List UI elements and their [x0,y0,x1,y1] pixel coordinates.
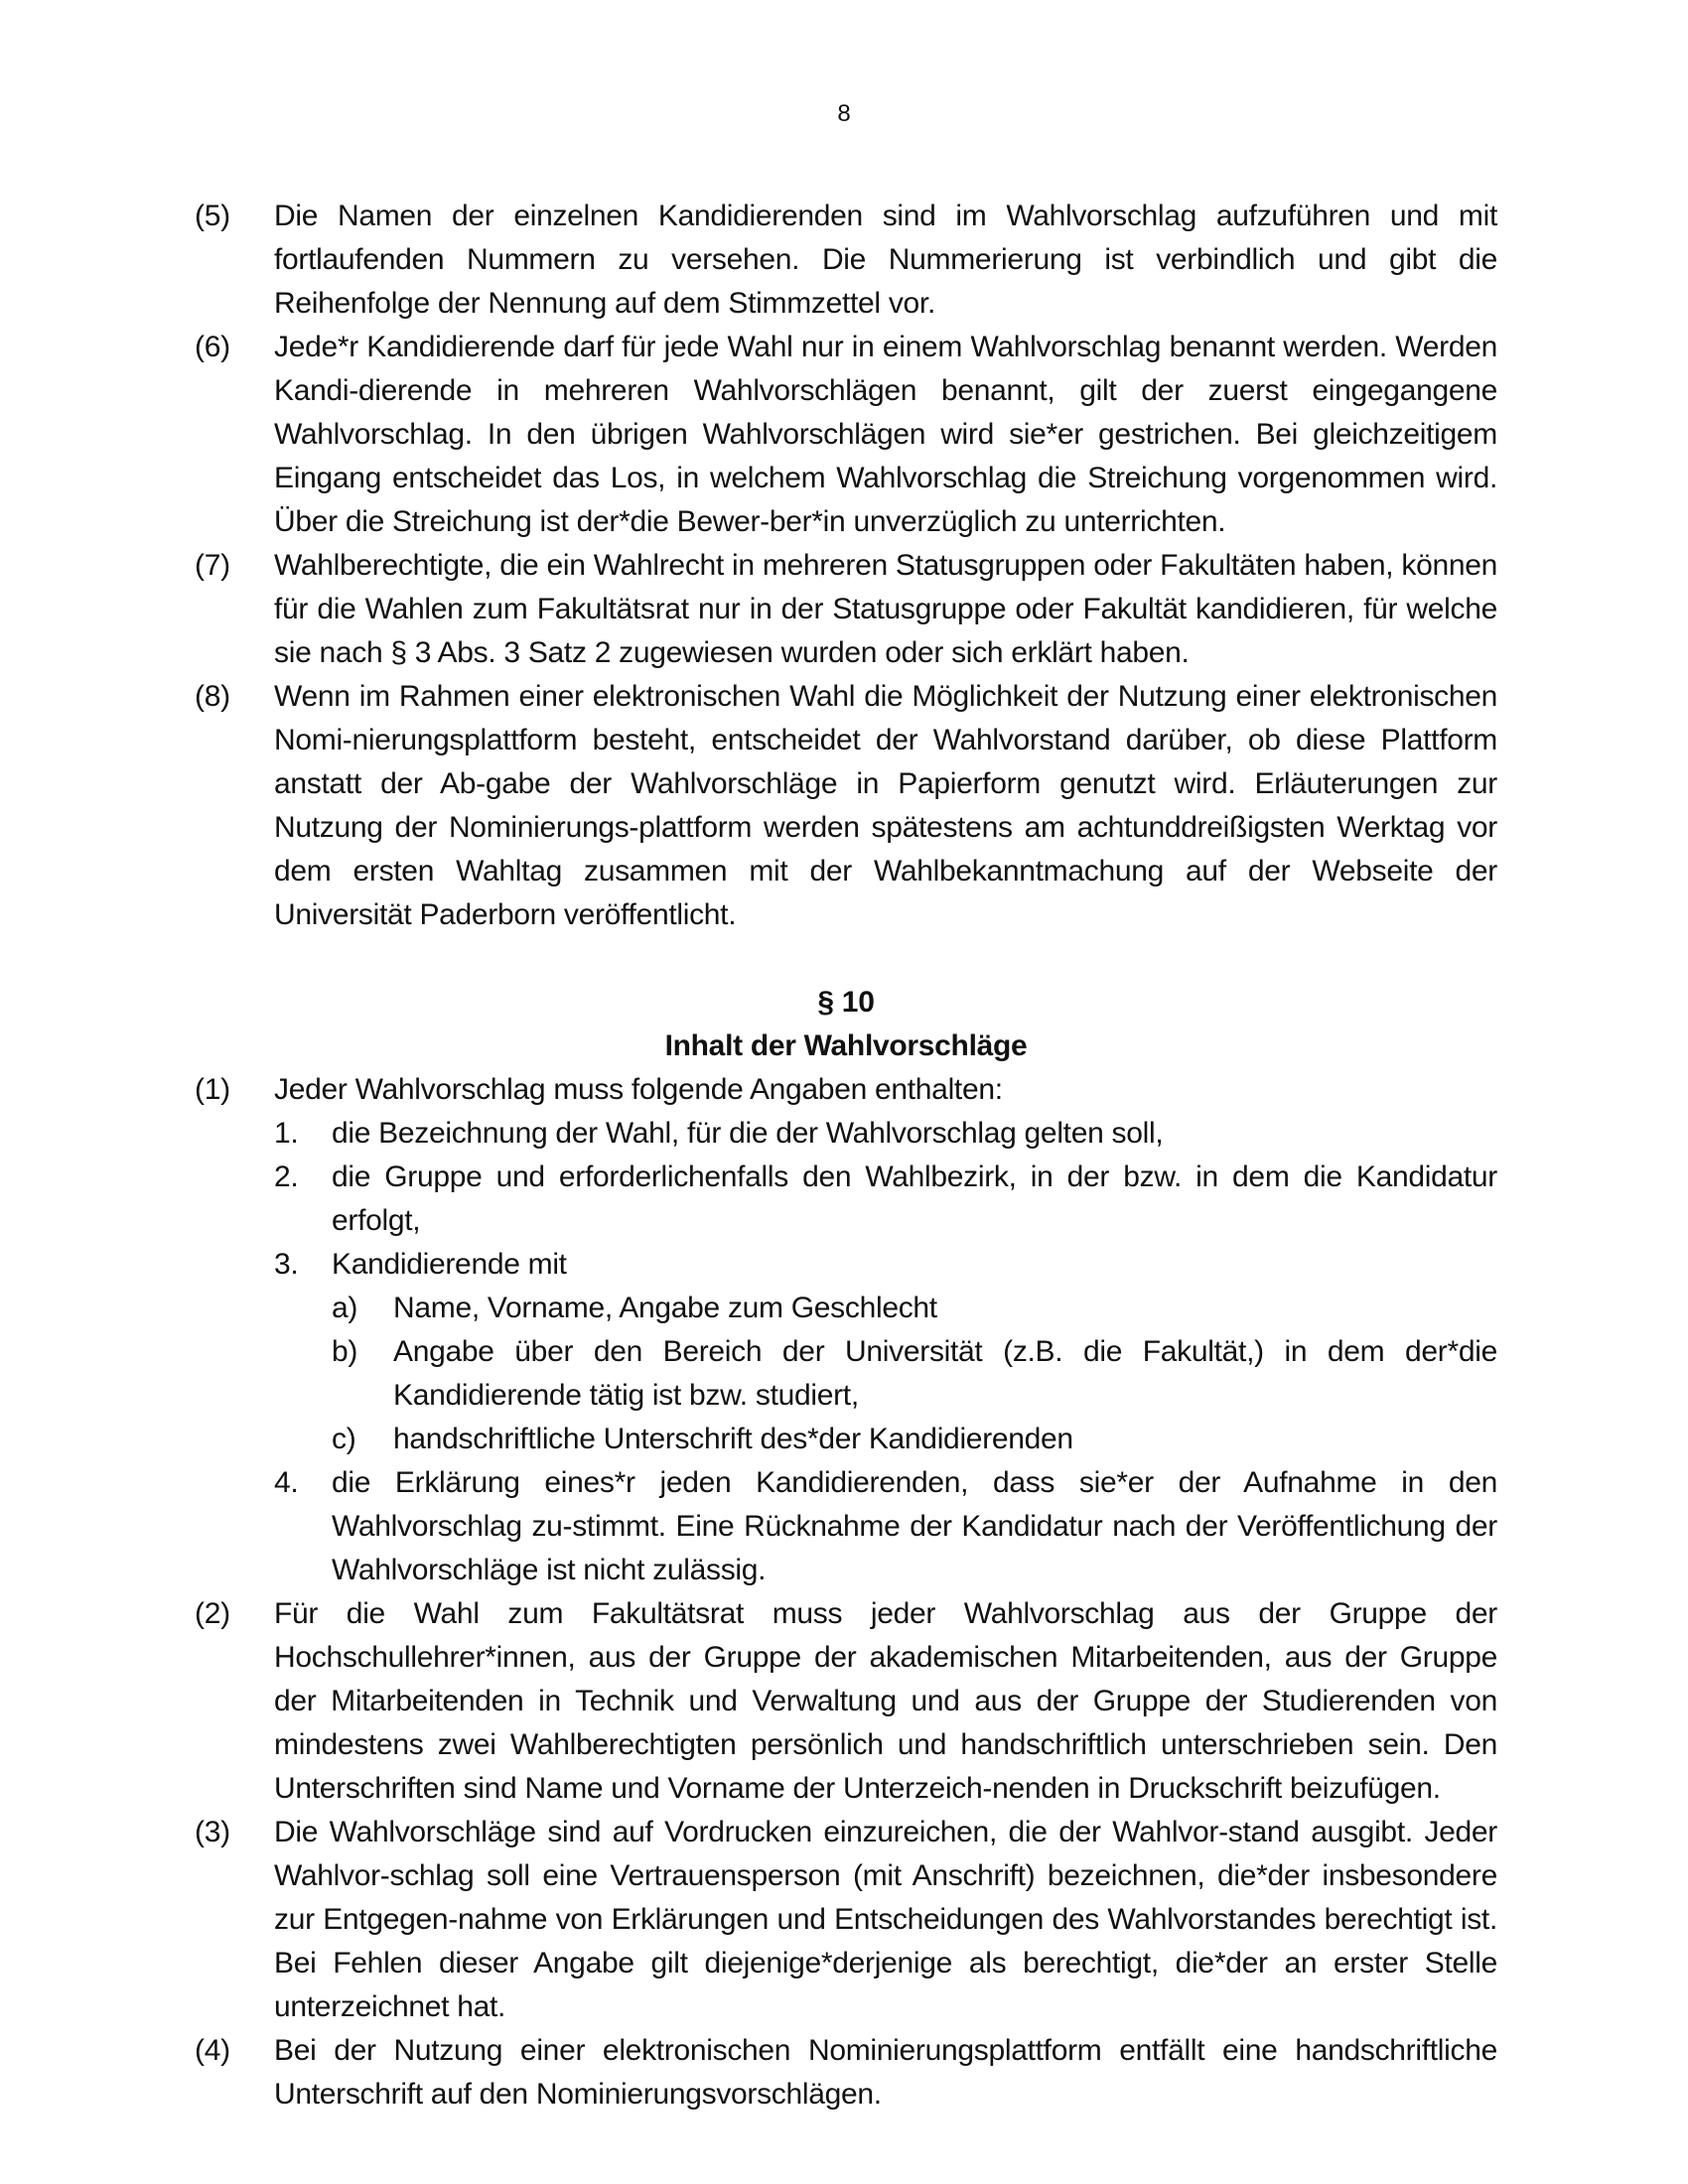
paragraph-7 [195,544,1497,675]
list-item-text: die Bezeichnung der Wahl, für die der Wahlvorschlag gelten soll, [332,1117,1164,1150]
paragraph-number: (2) [195,1597,230,1630]
paragraph-number: (3) [195,1816,230,1848]
section-number: § 10 [817,986,875,1019]
paragraph-text: Für die Wahl zum Fakultätsrat muss jeder Wahlvorschlag aus der Gruppe der Hochschullehrer*innen, aus der Gruppe der akademischen Mitarbeitenden, aus der Gruppe der Mitarbeitenden in Technik und Verwaltung und aus der Gruppe der Studierenden von mindestens zwei Wahlberechtigten persönlich und handschriftlich unterschrieben sein. Den Unterschriften sind Name und Vorname der Unterzeich-nenden in Druckschrift beizufügen. [274,1597,1497,1805]
sub-list-item [332,1287,1497,1330]
sub-list-item-text: handschriftliche Unterschrift des*der Kandidierenden [393,1423,1073,1455]
page-number: 8 [837,100,851,127]
paragraph-text: Die Namen der einzelnen Kandidierenden sind im Wahlvorschlag aufzuführen und mit fortlaufenden Nummern zu versehen. Die Nummerierung ist verbindlich und gibt die Reihenfolge der Nennung auf dem Stimmzettel vor. [274,200,1497,320]
list-item-text: die Gruppe und erforderlichenfalls den Wahlbezirk, in der bzw. in dem die Kandidatur erfolgt, [332,1160,1497,1237]
section-paragraph-1 [195,1068,1497,1112]
paragraph-number: (4) [195,2034,230,2067]
list-item-number: 1. [274,1117,299,1150]
paragraph-text: Wahlberechtigte, die ein Wahlrecht in mehreren Statusgruppen oder Fakultäten haben, können für die Wahlen zum Fakultätsrat nur in der Statusgruppe oder Fakultät kandidieren, für welche sie nach § 3 Abs. 3 Satz 2 zugewiesen wurden oder sich erklärt haben. [274,549,1497,669]
paragraph-text: Jeder Wahlvorschlag muss folgende Angaben enthalten: [274,1073,1003,1106]
paragraph-number: (5) [195,200,230,232]
list-item [274,1156,1497,1243]
candidate-details-list [332,1287,1497,1461]
paragraph-number: (7) [195,549,230,582]
list-item-number: 3. [274,1248,299,1281]
sub-list-item [332,1418,1497,1461]
sub-list-item-letter: a) [332,1292,358,1324]
section-paragraph-2 [195,1592,1497,1811]
paragraph-text: Wenn im Rahmen einer elektronischen Wahl die Möglichkeit der Nutzung einer elektronischen Nomi-nierungsplattform besteht, entscheidet der Wahlvorstand darüber, ob diese Plattform anstatt der Ab-gabe der Wahlvorschläge in Papierform genutzt wird. Erläuterungen zur Nutzung der Nominierungs-plattform werden spätestens am achtunddreißigsten Werktag vor dem ersten Wahltag zusammen mit der Wahlbekanntmachung auf der Webseite der Universität Paderborn veröffentlicht. [274,680,1497,931]
paragraph-text: Bei der Nutzung einer elektronischen Nominierungsplattform entfällt eine handschriftliche Unterschrift auf den Nominierungsvorschlägen. [274,2034,1497,2111]
sub-list-item [332,1330,1497,1418]
sub-list-item-letter: b) [332,1335,358,1368]
sub-list-item-letter: c) [332,1423,356,1455]
requirements-list [274,1112,1497,1592]
sub-list-item-text: Name, Vorname, Angabe zum Geschlecht [393,1292,937,1324]
paragraph-number: (1) [195,1073,230,1106]
paragraph-6 [195,326,1497,544]
list-item-number: 2. [274,1160,299,1193]
list-item [274,1243,1497,1287]
paragraph-8 [195,675,1497,937]
list-item [274,1112,1497,1156]
paragraph-number: (6) [195,331,230,363]
paragraph-5 [195,195,1497,326]
document-body [195,195,1497,2116]
section-title: Inhalt der Wahlvorschläge [664,1029,1028,1062]
section-paragraph-4 [195,2029,1497,2116]
sub-list-item-text: Angabe über den Bereich der Universität (z.B. die Fakultät,) in dem der*die Kandidierende tätig ist bzw. studiert, [393,1335,1497,1412]
list-item [274,1461,1497,1592]
list-item-text: die Erklärung eines*r jeden Kandidierenden, dass sie*er der Aufnahme in den Wahlvorschlag zu-stimmt. Eine Rücknahme der Kandidatur nach der Veröffentlichung der Wahlvorschläge ist nicht zulässig. [332,1466,1497,1586]
paragraph-number: (8) [195,680,230,713]
section-paragraph-3 [195,1811,1497,2029]
list-item-number: 4. [274,1466,299,1499]
list-item-text: Kandidierende mit [332,1248,567,1281]
paragraph-text: Die Wahlvorschläge sind auf Vordrucken einzureichen, die der Wahlvor-stand ausgibt. Jeder Wahlvor-schlag soll eine Vertrauensperson (mit Anschrift) bezeichnen, die*der insbesondere zur Entgegen-nahme von Erklärungen und Entscheidungen des Wahlvorstandes berechtigt ist. Bei Fehlen dieser Angabe gilt diejenige*derjenige als berechtigt, die*der an erster Stelle unterzeichnet hat. [274,1816,1497,2023]
paragraph-text: Jede*r Kandidierende darf für jede Wahl nur in einem Wahlvorschlag benannt werden. Werden Kandi-dierende in mehreren Wahlvorschlägen benannt, gilt der zuerst eingegangene Wahlvorschlag. In den übrigen Wahlvorschlägen wird sie*er gestrichen. Bei gleichzeitigem Eingang entscheidet das Los, in welchem Wahlvorschlag die Streichung vorgenommen wird. Über die Streichung ist der*die Bewer-ber*in unverzüglich zu unterrichten. [274,331,1497,538]
